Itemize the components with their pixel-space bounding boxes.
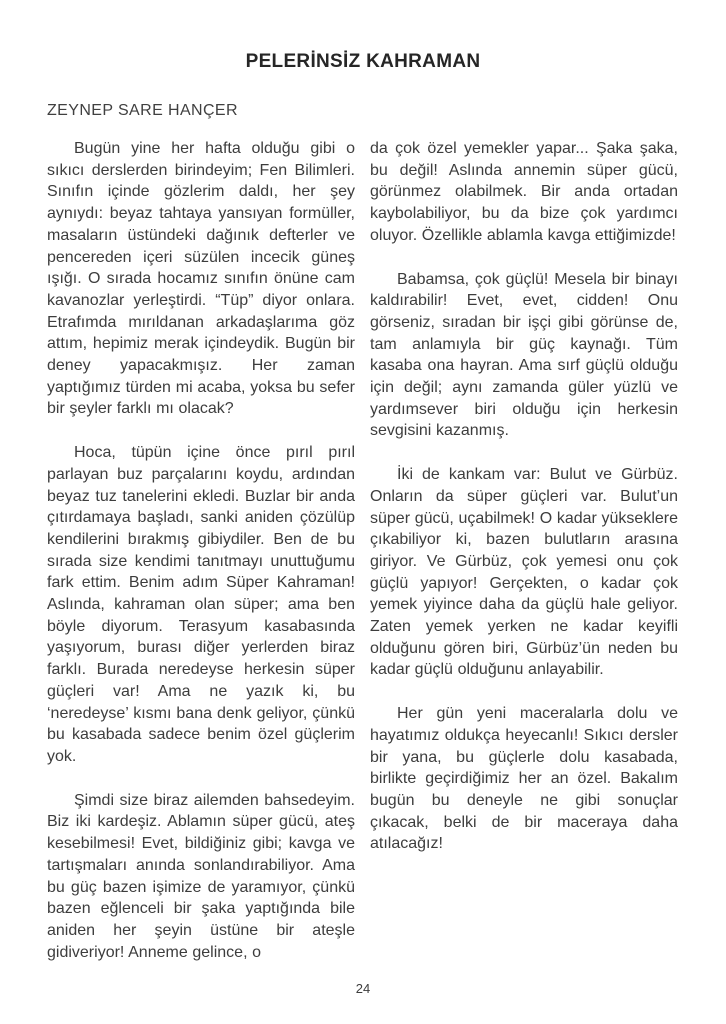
left-column	[47, 138, 355, 963]
paragraph-friends: İki de kankam var: Bulut ve Gürbüz. Onların da süper güçleri var. Bulut’un süper gücü, uçabilmek! O kadar yükseklere çıkabiliyor ki, bazen bulutların arasına giriyor. Ve Gürbüz, çok yemesi onu çok güçlü yapıyor! Gerçekten, o kadar çok yemek yiyince daha da güçlü hale geliyor. Zaten yemek yerken ne kadar keyifli olduğunu gören biri, Gürbüz’ün neden bu kadar güçlü olduğunu anlayabilir.	[370, 466, 678, 679]
page-number: 24	[355, 981, 371, 996]
paragraph-experiment: Hoca, tüpün içine önce pırıl pırıl parlayan buz parçalarını koydu, ardından beyaz tuz tanelerini ekledi. Buzlar bir anda çıtırdamaya başladı, sanki aniden çözülüp kendilerini bırakmış gibiydiler. Ben de bu sırada size kendimi tanıtmayı unuttuğumu fark ettim. Benim adım Süper Kahraman! Aslında, kahraman olan süper; ama ben böyle diyorum. Terasyum kasabasında yaşıyorum, burası diğer yerlerden biraz farklı. Burada neredeyse herkesin süper güçleri var! Ama ne yazık ki, bu ‘neredeyse’ kısmı bana denk geliyor, çünkü bu kasabada sadece benim özel güçlerim yok.	[47, 444, 355, 765]
paragraph-closing: Her gün yeni maceralarla dolu ve hayatımız oldukça heyecanlı! Sıkıcı dersler bir yana, bu güçlerle dolu kasabada, birlikte geçirdiğimiz her an özel. Bakalım bugün bu deneyle ne gibi sonuçlar çıkacak, belki de bir maceraya daha atılacağız!	[370, 705, 678, 853]
paragraph-intro: Bugün yine her hafta olduğu gibi o sıkıcı derslerden birindeyim; Fen Bilimleri. Sınıfın içinde gözlerim daldı, her şey aynıydı: beyaz tahtaya yansıyan formüller, masaların üstündeki dağınık defterler ve pencereden içeri süzülen incecik güneş ışığı. O sırada hocamız sınıfın önüne cam kavanozlar yerleştirdi. “Tüp” diyor onlara. Etrafımda mırıldanan arkadaşlarıma göz attım, hepimiz merak içindeydik. Bugün bir deney yapacakmışız. Her zaman yaptığımız türden mi acaba, yoksa bu sefer bir şeyler farklı mı olacak?	[47, 140, 355, 418]
right-column	[370, 138, 678, 963]
paragraph-family-start: Şimdi size biraz ailemden bahsedeyim. Biz iki kardeşiz. Ablamın süper gücü, ateş kesebilmesi! Evet, bildiğiniz gibi; kavga ve tartışmaları anında sonlandırabiliyor. Ama bu güç bazen işimize de yaramıyor, çünkü bazen eğlenceli bir şaka yaptığında bile aniden her şeyin üstüne bir ateşle gidiveriyor! Anneme gelince, o	[47, 791, 355, 961]
paragraph-father: Babamsa, çok güçlü! Mesela bir binayı kaldırabilir! Evet, evet, cidden! Onu görseniz, sıradan bir işçi gibi görünse de, tam anlamıyla bir güç kaynağı. Tüm kasaba ona hayran. Ama sırf güçlü olduğu için değil; aynı zamanda güler yüzlü ve yardımsever biri olduğu için herkesin sevgisini kazanmış.	[370, 270, 678, 440]
text-columns	[47, 138, 679, 963]
author-name: ZEYNEP SARE HANÇER	[47, 102, 238, 119]
page-title: PELERİNSİZ KAHRAMAN	[245, 51, 481, 72]
paragraph-family-continued: da çok özel yemekler yapar... Şaka şaka, bu değil! Aslında annemin süper gücü, görünmez olabilmek. Bir anda ortadan kaybolabiliyor, bu da bize çok yardımcı oluyor. Özellikle ablamla kavga ettiğimizde!	[370, 140, 678, 244]
